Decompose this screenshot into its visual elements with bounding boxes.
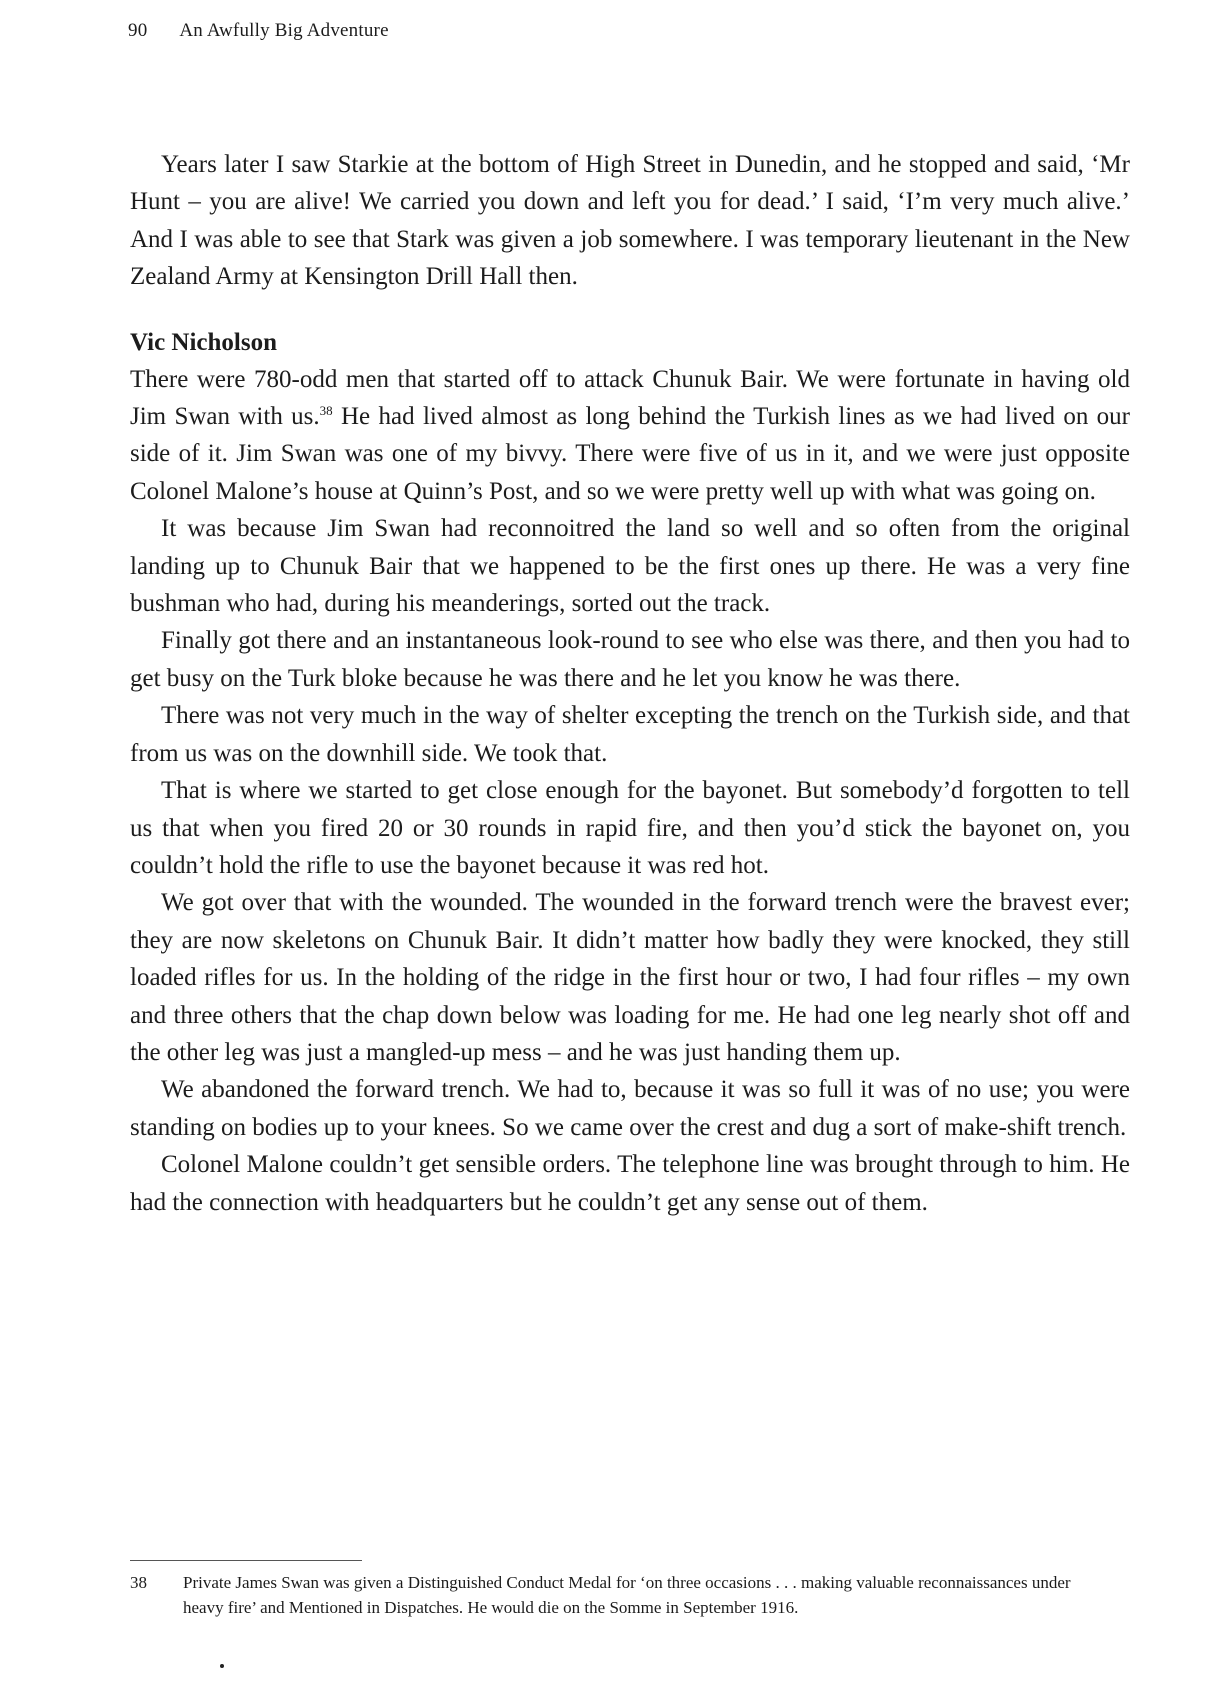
paragraph-7: We abandoned the forward trench. We had to, because it was so full it was of no use; you were standing on bodies up to your knees. So we came over the crest and dug a sort of make-shift trench.: [130, 1076, 1130, 1141]
footnote-number: 38: [130, 1573, 147, 1592]
paragraph-3: Finally got there and an instantaneous look-round to see who else was there, and then you had to get busy on the Turk bloke because he was there and he let you know he was there.: [130, 627, 1130, 692]
paragraph-8: Colonel Malone couldn’t get sensible orders. The telephone line was brought through to him. He had the connection with headquarters but he couldn’t get any sense out of them.: [130, 1151, 1130, 1216]
running-head: [128, 20, 389, 42]
scan-speck: [220, 1664, 224, 1668]
book-title: An Awfully Big Adventure: [179, 20, 389, 41]
paragraph-5: That is where we started to get close enough for the bayonet. But somebody’d forgotten to tell us that when you fired 20 or 30 rounds in rapid fire, and then you’d stick the bayonet on, you couldn’t hold the rifle to use the bayonet because it was red hot.: [130, 777, 1130, 879]
footnote: [130, 1570, 1080, 1620]
page-number: 90: [128, 20, 148, 41]
paragraph-starkie: Years later I saw Starkie at the bottom of High Street in Dunedin, and he stopped and said, ‘Mr Hunt – you are alive! We carried you down and left you for dead.’ I said, ‘I’m very much alive.’ And I was able to see that Stark was given a job somewhere. I was temporary lieutenant in the New Zealand Army at Kensington Drill Hall then.: [130, 151, 1130, 291]
footnote-divider: [130, 1560, 362, 1561]
paragraph-2: It was because Jim Swan had reconnoitred the land so well and so often from the original landing up to Chunuk Bair that we happened to be the first ones up there. He was a very fine bushman who had, during his meanderings, sorted out the track.: [130, 515, 1130, 618]
paragraph-6: We got over that with the wounded. The wounded in the forward trench were the bravest ever; they are now skeletons on Chunuk Bair. It didn’t matter how badly they were knocked, they still loaded rifles for us. In the holding of the ridge in the first hour or two, I had four rifles – my own and three others that the chap down below was loading for me. He had one leg nearly shot off and the other leg was just a mangled-up mess – and he was just handing them up.: [130, 889, 1130, 1066]
main-text: [130, 146, 1130, 1221]
section-heading: Vic Nicholson: [130, 328, 277, 356]
paragraph-1: [130, 361, 1130, 511]
footnote-text: Private James Swan was given a Distinguished Conduct Medal for ‘on three occasions . . . making valuable reconnaissances under heavy fire’ and Mentioned in Dispatches. He would die on the Somme in September 1916.: [183, 1573, 1071, 1617]
paragraph-1-text-a: There were 780-odd men that started off to attack Chunuk Bair. We were fortunate in having old Jim Swan with us.: [130, 365, 1130, 431]
footnote-reference: 38: [319, 403, 333, 419]
paragraph-4: There was not very much in the way of shelter excepting the trench on the Turkish side, and that from us was on the downhill side. We took that.: [130, 702, 1130, 767]
paragraph-1-text-b: He had lived almost as long behind the Turkish lines as we had lived on our side of it. Jim Swan was one of my bivvy. There were five of us in it, and we were just opposite Colonel Malone’s house at Quinn’s Post, and so we were pretty well up with what was going on.: [130, 403, 1131, 505]
